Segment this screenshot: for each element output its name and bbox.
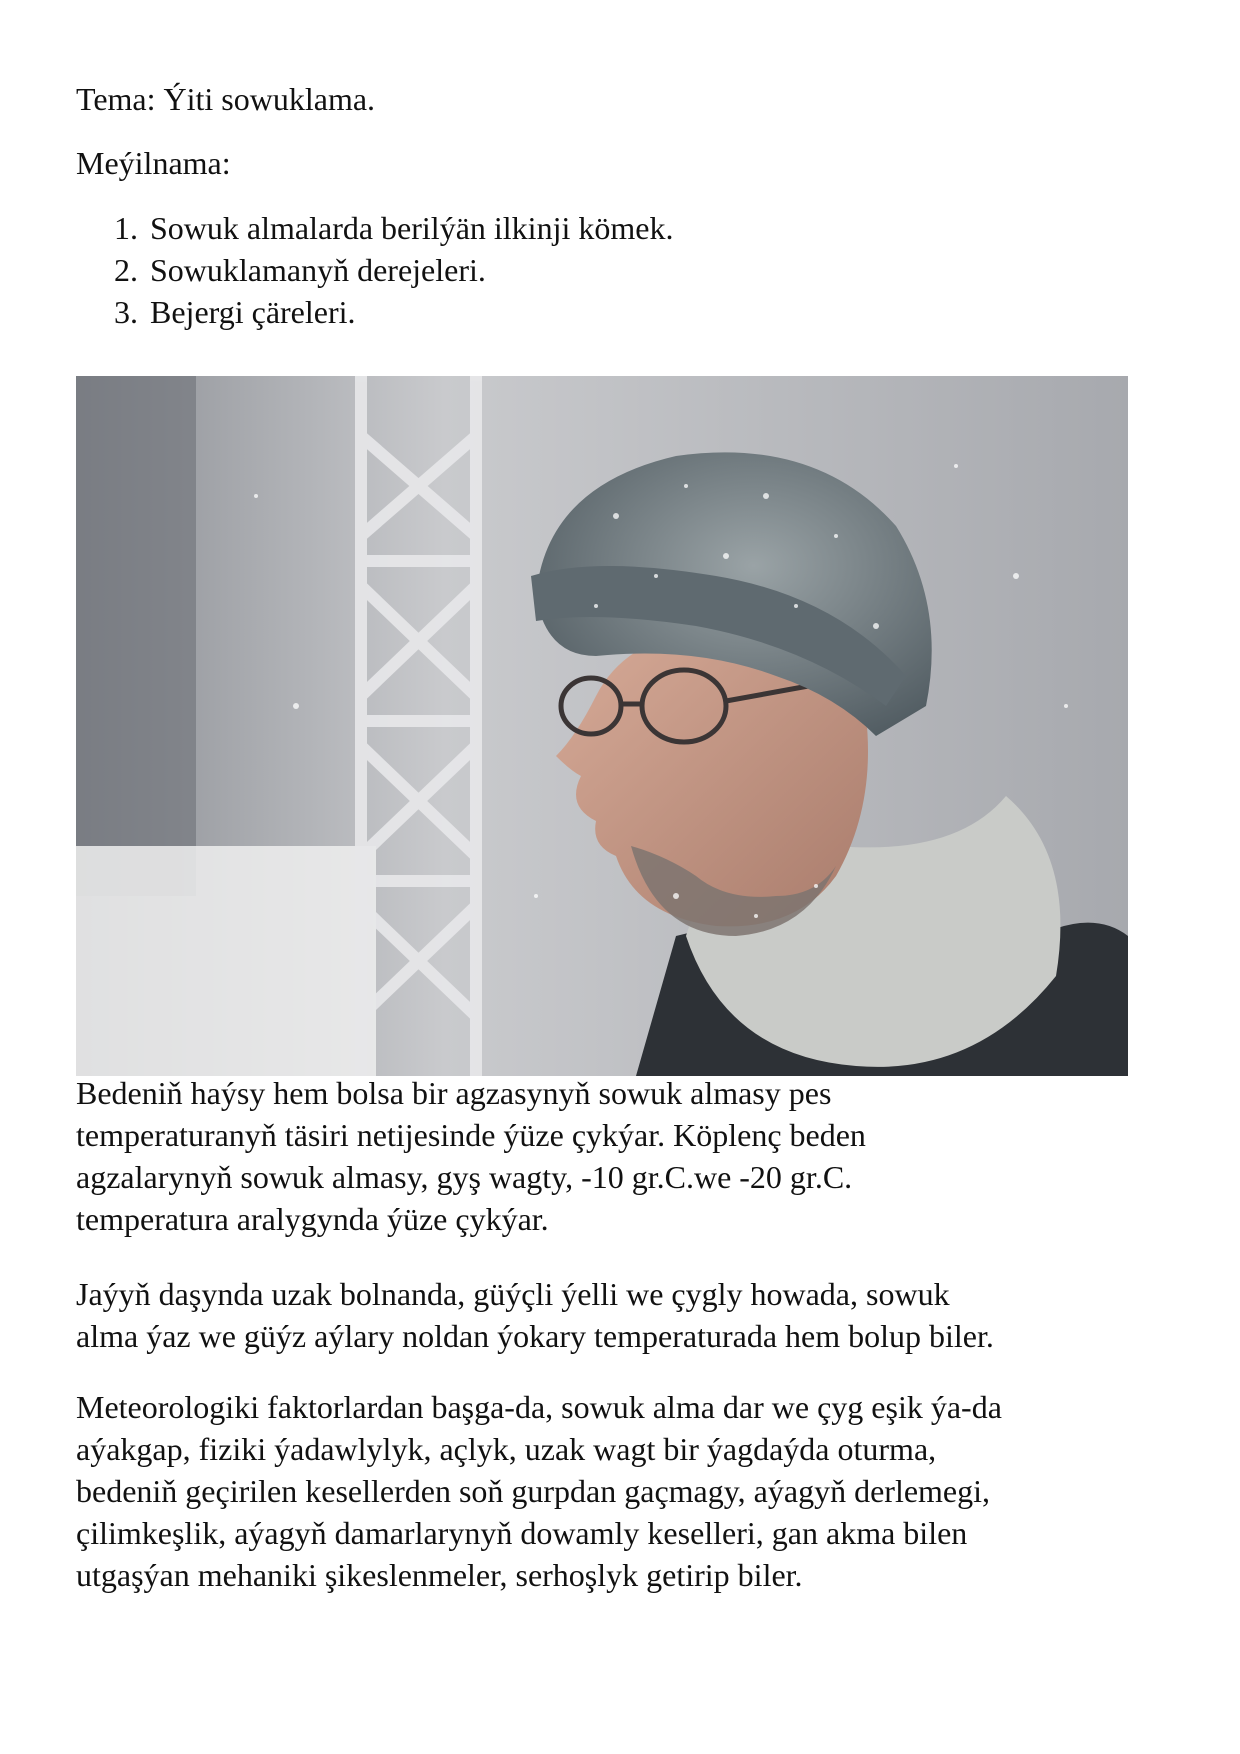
plan-list	[76, 207, 673, 333]
paragraph-line: Bedeniň haýsy hem bolsa bir agzasynyň sowuk almasy pes	[76, 1075, 832, 1111]
plan-item-text: Sowuklamanyň derejeleri.	[150, 252, 486, 288]
paragraph-line: çilimkeşlik, aýagyň damarlarynyň dowamly keselleri, gan akma bilen	[76, 1515, 968, 1551]
plan-item-number: 1.	[114, 210, 138, 246]
paragraph-factors	[76, 1386, 1176, 1596]
plan-item	[76, 291, 673, 333]
paragraph-line: agzalarynyň sowuk almasy, gyş wagty, -10 gr.C.we -20 gr.C.	[76, 1159, 853, 1195]
paragraph-line: temperatura aralygynda ýüze çykýar.	[76, 1201, 549, 1237]
paragraph-line: utgaşýan mehaniki şikeslenmeler, serhoşlyk getirip biler.	[76, 1557, 803, 1593]
paragraph-line: bedeniň geçirilen kesellerden soň gurpdan gaçmagy, aýagyň derlemegi,	[76, 1473, 991, 1509]
paragraph-line: temperaturanyň täsiri netijesinde ýüze çykýar. Köplenç beden	[76, 1117, 866, 1153]
photo-illustration	[76, 376, 1128, 1076]
paragraph-outdoor	[76, 1273, 1176, 1357]
paragraph-line: aýakgap, fiziki ýadawlylyk, açlyk, uzak wagt bir ýagdaýda oturma,	[76, 1431, 937, 1467]
paragraph-line: Meteorologiki faktorlardan başga-da, sowuk alma dar we çyg eşik ýa-da	[76, 1389, 1002, 1425]
paragraph-line: Jaýyň daşynda uzak bolnanda, güýçli ýelli we çygly howada, sowuk	[76, 1276, 950, 1312]
plan-item	[76, 249, 673, 291]
plan-item	[76, 207, 673, 249]
plan-item-number: 2.	[114, 252, 138, 288]
plan-heading: Meýilnama:	[76, 145, 231, 181]
plan-item-number: 3.	[114, 294, 138, 330]
paragraph-line: alma ýaz we güýz aýlary noldan ýokary temperaturada hem bolup biler.	[76, 1318, 994, 1354]
topic-title: Tema: Ýiti sowuklama.	[76, 81, 376, 117]
paragraph-cause	[76, 1072, 1176, 1240]
plan-item-text: Sowuk almalarda berilýän ilkinji kömek.	[150, 210, 674, 246]
frozen-man-photo	[76, 376, 1128, 1076]
plan-item-text: Bejergi çäreleri.	[150, 294, 356, 330]
